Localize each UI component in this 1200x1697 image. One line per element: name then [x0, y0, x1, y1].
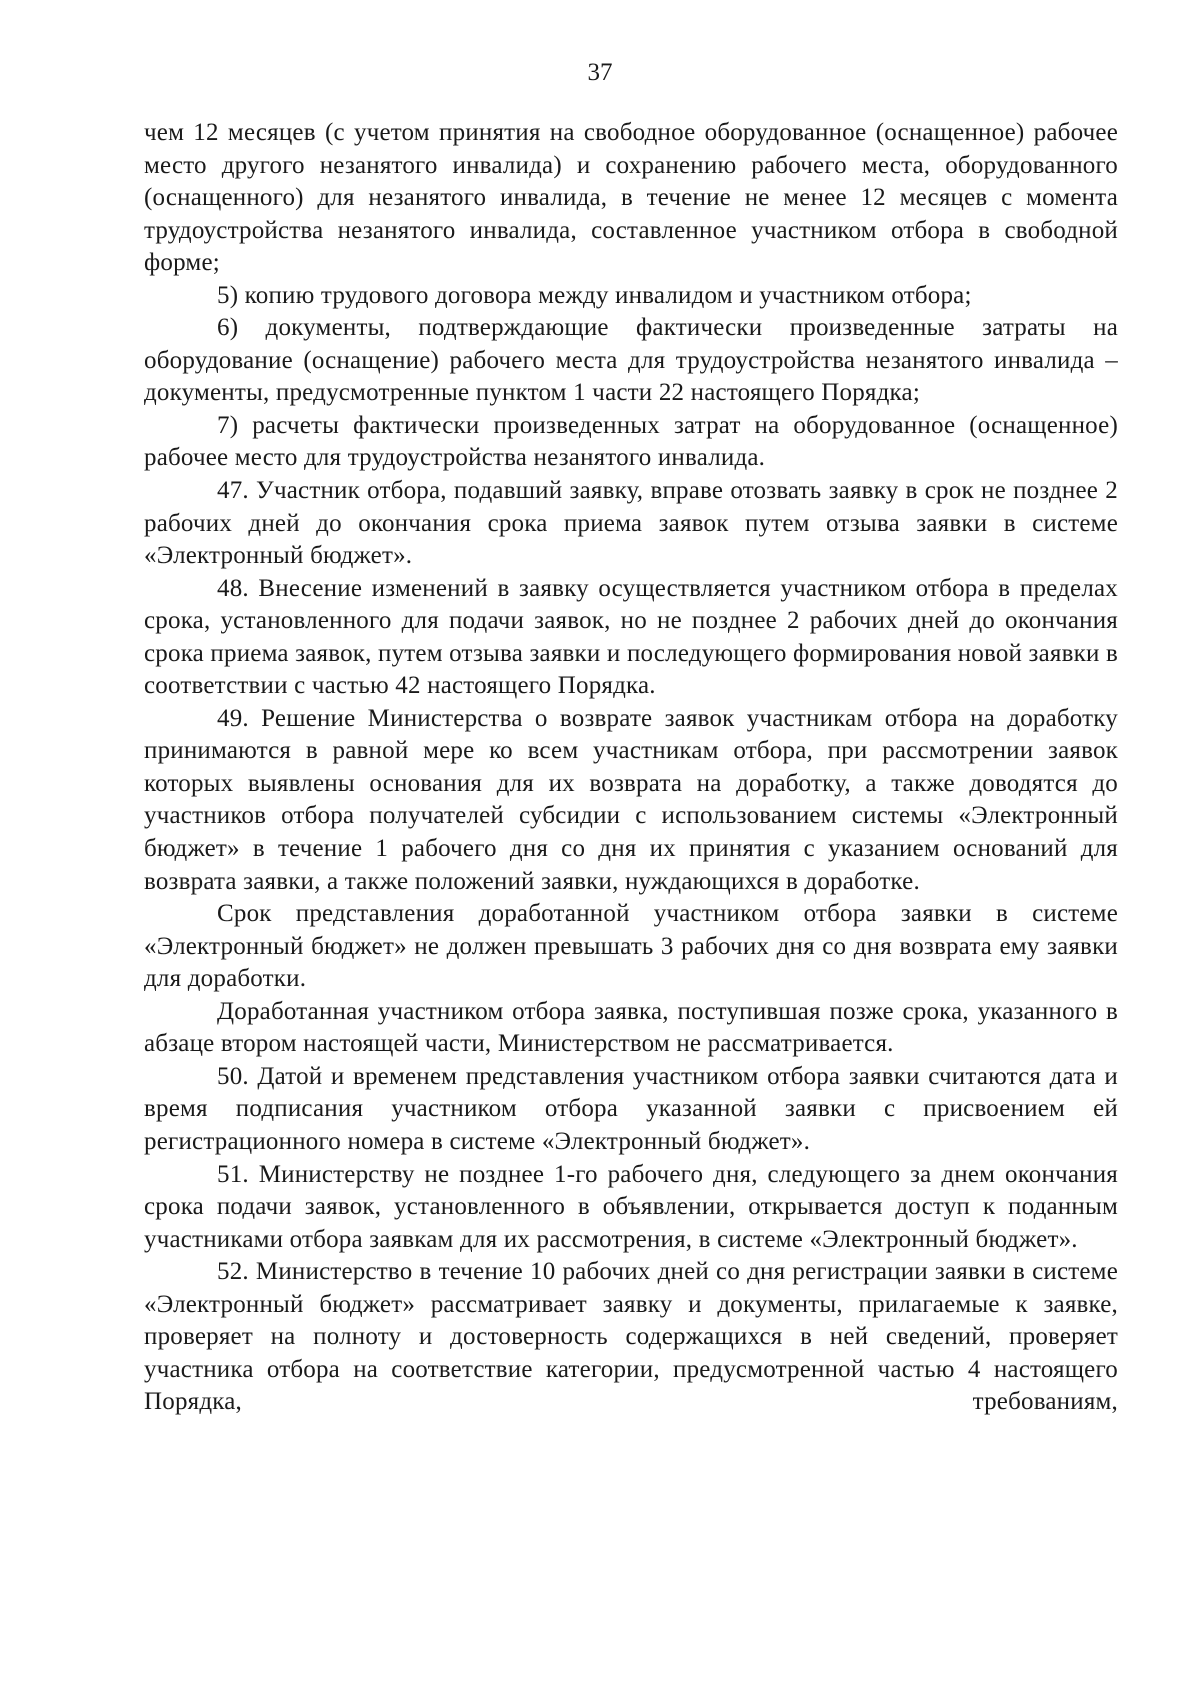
paragraph-continuation: чем 12 месяцев (с учетом принятия на свободное оборудованное (оснащенное) рабочее место другого незанятого инвалида) и сохранению рабочего места, оборудованного (оснащенного) для незанятого инвалида, в течение не менее 12 месяцев с момента трудоустройства незанятого инвалида, составленное участником отбора в свободной форме;: [144, 119, 1118, 277]
paragraph-clause-48: 48. Внесение изменений в заявку осуществляется участником отбора в пределах срока, установленного для подачи заявок, но не позднее 2 рабочих дней до окончания срока приема заявок, путем отзыва заявки и последующего формирования новой заявки в соответствии с частью 42 настоящего Порядка.: [144, 574, 1119, 700]
paragraph-clause-52: 52. Министерство в течение 10 рабочих дней со дня регистрации заявки в системе «Электронный бюджет» рассматривает заявку и документы, прилагаемые к заявке, проверяет на полноту и достоверность содержащихся в ней сведений, проверяет участника отбора на соответствие категории, предусмотренной частью 4 настоящего Порядка, требованиям,: [144, 1258, 1118, 1416]
document-body: [144, 117, 1118, 1419]
paragraph-item-7: 7) расчеты фактически произведенных затрат на оборудованное (оснащенное) рабочее место для трудоустройства незанятого инвалида.: [144, 411, 1118, 472]
page-number: 37: [587, 59, 613, 86]
paragraph-clause-51: 51. Министерству не позднее 1-го рабочего дня, следующего за днем окончания срока подачи заявок, установленного в объявлении, открывается доступ к поданным участниками отбора заявкам для их рассмотрения, в системе «Электронный бюджет».: [144, 1160, 1118, 1253]
paragraph-clause-49-late: Доработанная участником отбора заявка, поступившая позже срока, указанного в абзаце втором настоящей части, Министерством не рассматривается.: [144, 997, 1118, 1058]
paragraph-clause-47: 47. Участник отбора, подавший заявку, вправе отозвать заявку в срок не позднее 2 рабочих дней до окончания срока приема заявок путем отзыва заявки в системе «Электронный бюджет».: [144, 477, 1118, 570]
paragraph-item-5: 5) копию трудового договора между инвалидом и участником отбора;: [217, 281, 972, 309]
paragraph-clause-49-deadline: Срок представления доработанной участником отбора заявки в системе «Электронный бюджет» не должен превышать 3 рабочих дня со дня возврата ему заявки для доработки.: [144, 900, 1118, 993]
paragraph-clause-49: 49. Решение Министерства о возврате заявок участникам отбора на доработку принимаются в равной мере ко всем участникам отбора, при рассмотрении заявок которых выявлены основания для их возврата на доработку, а также доводятся до участников отбора получателей субсидии с использованием системы «Электронный бюджет» в течение 1 рабочего дня со дня их принятия с указанием оснований для возврата заявки, а также положений заявки, нуждающихся в доработке.: [144, 704, 1118, 895]
paragraph-clause-50: 50. Датой и временем представления участником отбора заявки считаются дата и время подписания участником отбора указанной заявки с присвоением ей регистрационного номера в системе «Электронный бюджет».: [144, 1062, 1118, 1155]
paragraph-item-6: 6) документы, подтверждающие фактически произведенные затраты на оборудование (оснащение) рабочего места для трудоустройства незанятого инвалида – документы, предусмотренные пунктом 1 части 22 настоящего Порядка;: [144, 314, 1118, 407]
